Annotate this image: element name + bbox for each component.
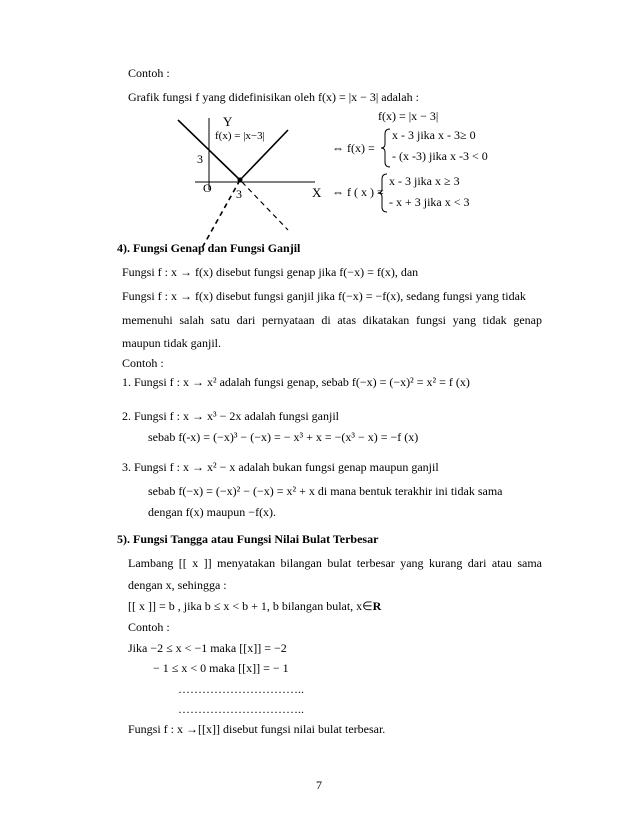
section4-heading: 4). Fungsi Genap dan Fungsi Ganjil: [117, 241, 301, 255]
left-brace-2: [378, 173, 388, 213]
section4-example2-reason: sebab f(-x) = (−x)³ − (−x) = − x³ + x = −(x³ − x) = −f (x): [148, 430, 419, 444]
section5-dots2: …………………………..: [178, 702, 304, 716]
tick-x-label: 3: [236, 187, 242, 201]
section5-line3: [128, 599, 381, 614]
page-number: 7: [316, 778, 322, 792]
section5-last: Fungsi f : x →[[x]] disebut fungsi nilai bulat terbesar.: [128, 722, 386, 736]
case1a: x - 3 jika x - 3≥ 0: [392, 128, 476, 142]
section4-example3-end: dengan f(x) maupun −f(x).: [148, 505, 277, 519]
case2a: x - 3 jika x ≥ 3: [389, 174, 460, 188]
tick-y-label: 3: [197, 152, 203, 166]
piecewise-eq-top: f(x) = |x − 3|: [378, 109, 439, 123]
vertex-point: [238, 178, 243, 183]
section5-dots1: …………………………..: [178, 682, 304, 696]
section5-line2: dengan x, sehingga :: [128, 578, 227, 592]
left-brace-1: [381, 128, 391, 168]
section5-contoh: Contoh :: [128, 620, 170, 634]
section5-heading: 5). Fungsi Tangga atau Fungsi Nilai Bulat Terbesar: [117, 532, 379, 546]
section4-example2: 2. Fungsi f : x → x³ − 2x adalah fungsi ganjil: [122, 409, 340, 423]
piecewise-iff-1: ⇔ f(x) =: [332, 141, 375, 155]
section5-line3-text: [[ x ]] = b , jika b ≤ x < b + 1, b bilangan bulat, x∈: [128, 599, 373, 613]
case1b: - (x -3) jika x -3 < 0: [392, 149, 488, 163]
real-numbers-symbol: R: [372, 599, 382, 613]
contoh-heading: Contoh :: [128, 66, 170, 80]
section4-example3: 3. Fungsi f : x → x² − x adalah bukan fungsi genap maupun ganjil: [122, 460, 439, 474]
section4-line1: Fungsi f : x → f(x) disebut fungsi genap jika f(−x) = f(x), dan: [122, 265, 419, 279]
section4-line2: Fungsi f : x → f(x) disebut fungsi ganjil jika f(−x) = −f(x), sedang fungsi yang tidak: [122, 289, 526, 303]
section4-line3: memenuhi salah satu dari pernyataan di atas dikatakan fungsi yang tidak genap: [122, 313, 542, 327]
section4-example1: 1. Fungsi f : x → x² adalah fungsi genap, sebab f(−x) = (−x)² = x² = f (x): [122, 375, 470, 389]
section4-example3-reason: sebab f(−x) = (−x)² − (−x) = x² + x di mana bentuk terakhir ini tidak sama: [148, 484, 503, 498]
section4-contoh: Contoh :: [122, 356, 164, 370]
abs-graph: [170, 112, 340, 252]
dashed-extension-right: [242, 182, 288, 230]
graph-intro: Grafik fungsi f yang didefinisikan oleh f(x) = |x − 3| adalah :: [128, 90, 419, 104]
section5-case1: Jika −2 ≤ x < −1 maka [[x]] = −2: [128, 641, 287, 655]
piecewise-iff-2: ⇔ f ( x ) =: [332, 185, 384, 199]
case2b: - x + 3 jika x < 3: [389, 195, 470, 209]
section4-line4: maupun tidak ganjil.: [122, 336, 221, 350]
y-axis-label: Y: [223, 114, 233, 129]
section5-case2: − 1 ≤ x < 0 maka [[x]] = − 1: [153, 661, 289, 675]
section5-line1: Lambang [[ x ]] menyatakan bilangan bulat terbesar yang kurang dari atau sama: [128, 556, 542, 570]
x-axis-label: X: [312, 185, 322, 200]
origin-label: O: [203, 181, 212, 195]
func-label: f(x) = |x−3|: [215, 130, 265, 142]
